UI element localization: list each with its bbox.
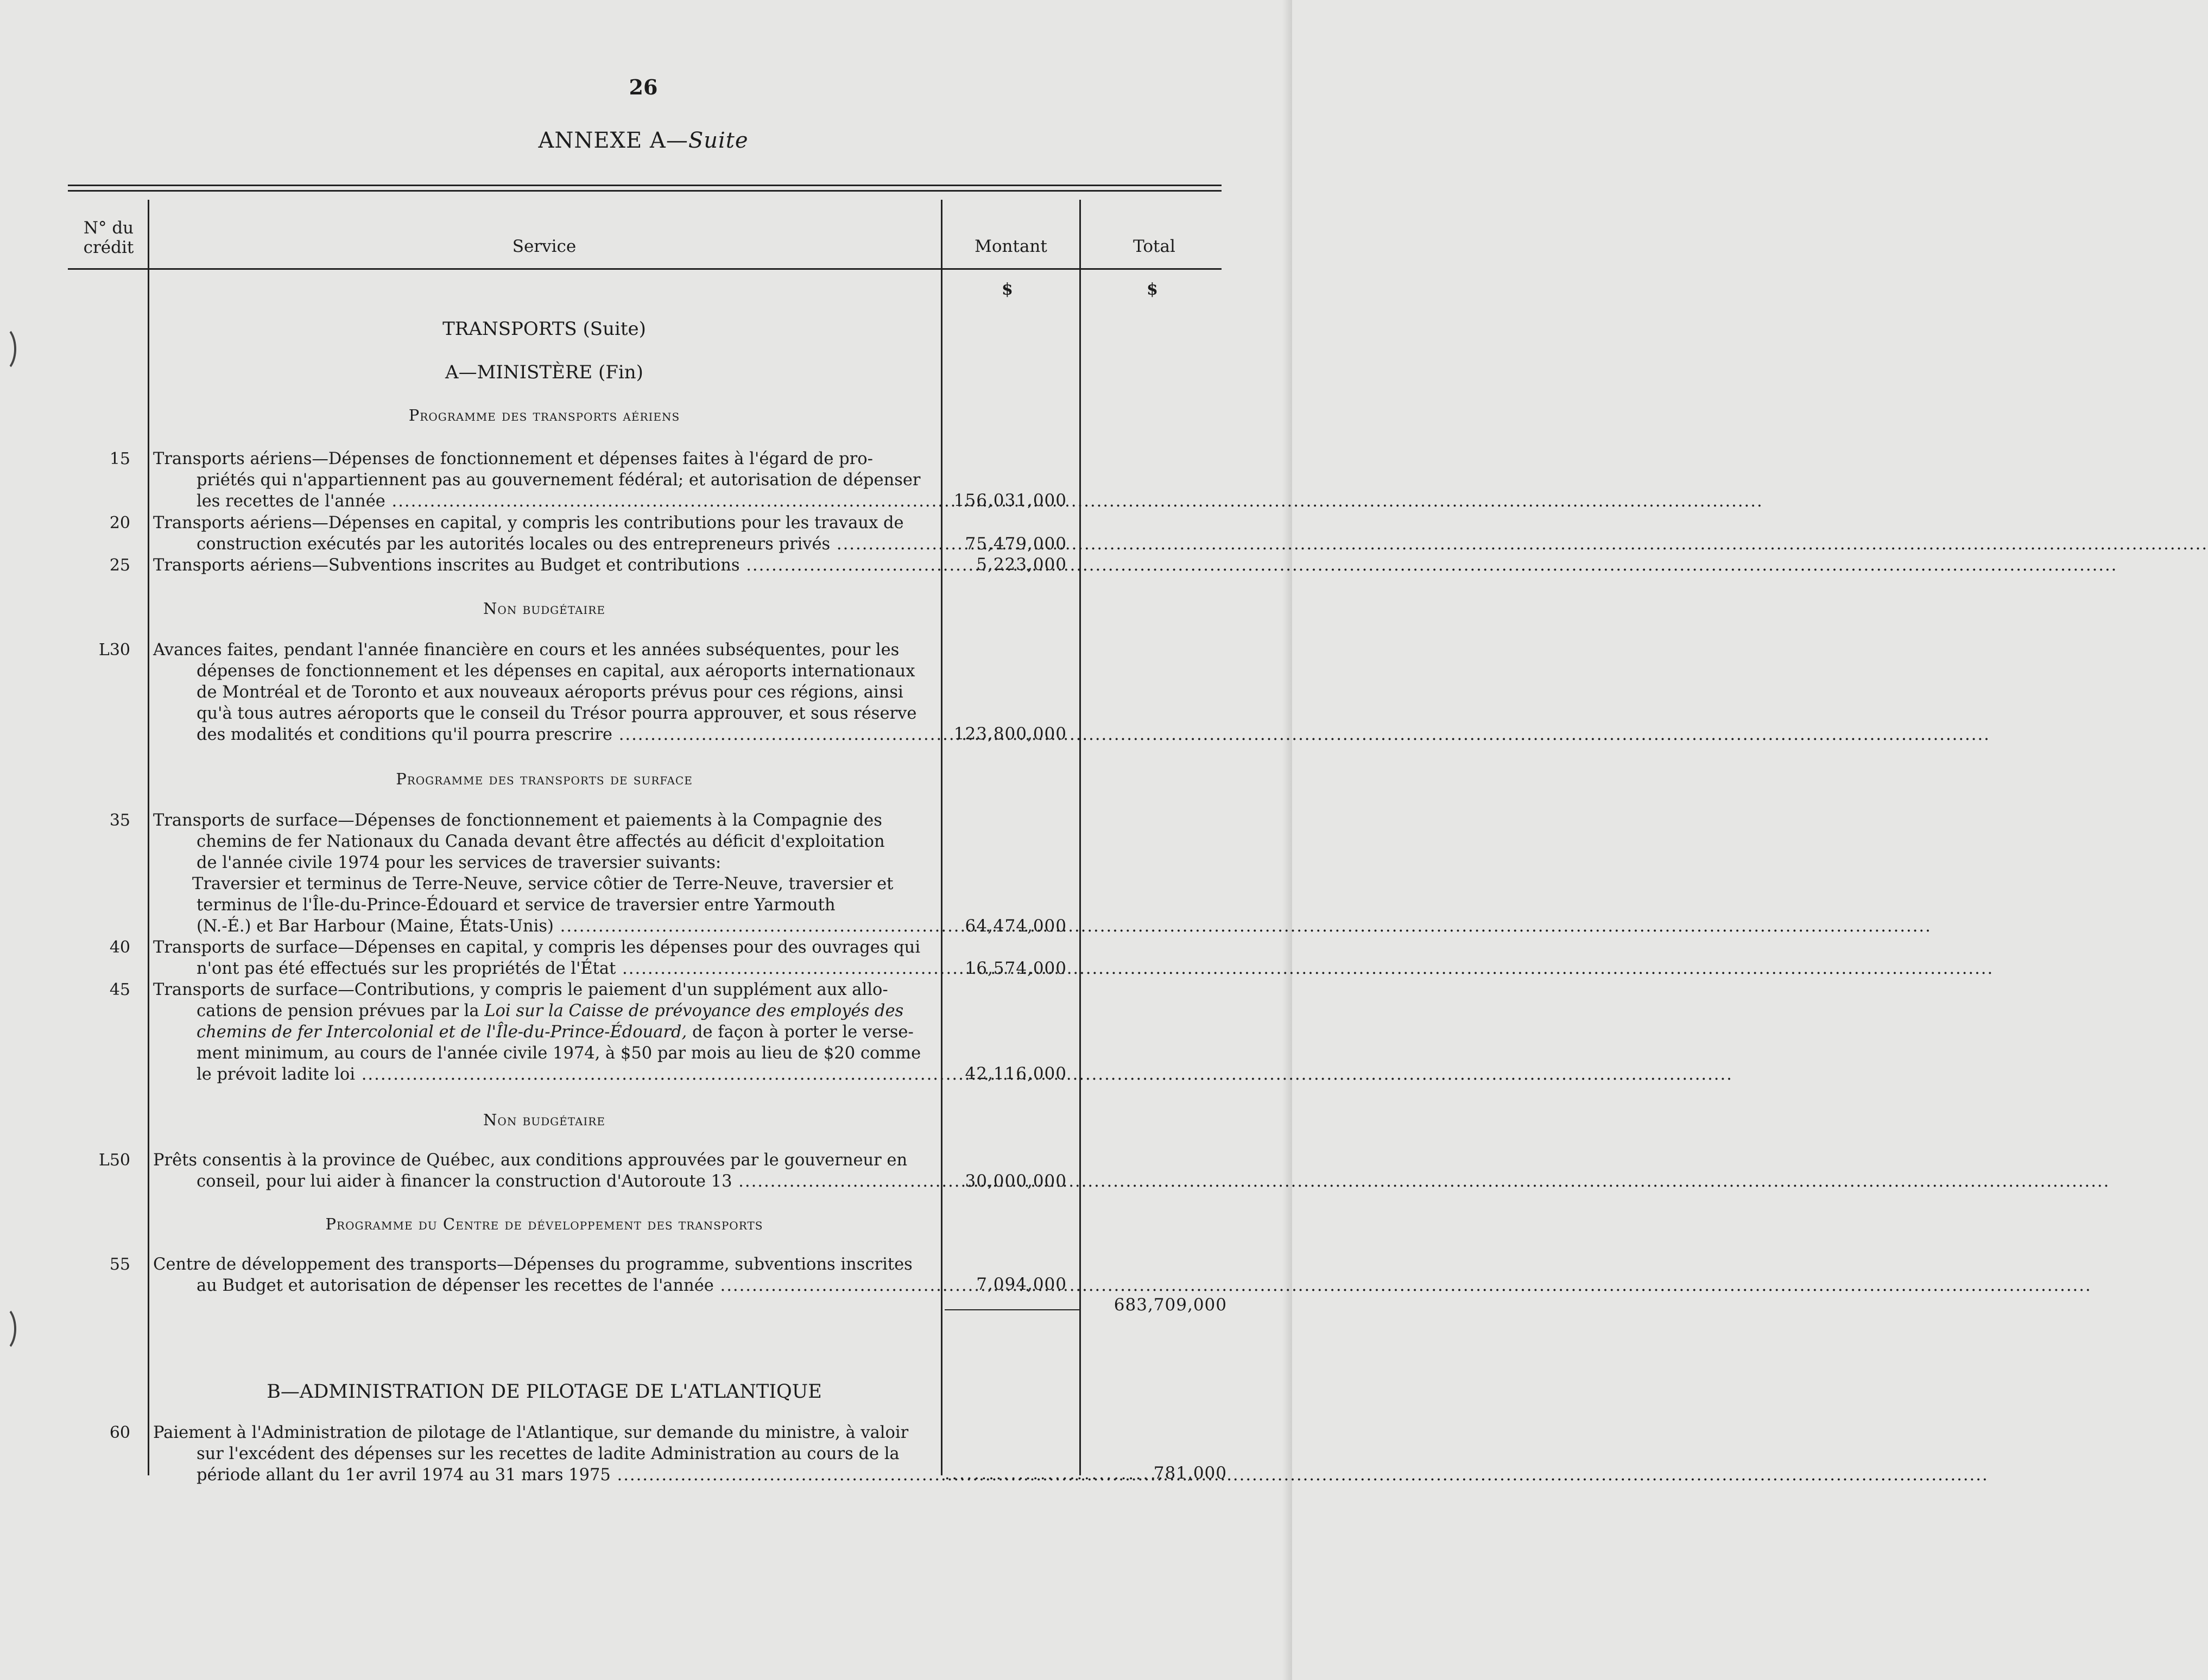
page-edge (1282, 0, 1292, 1680)
amount-value: 5,223,000 (976, 555, 1067, 574)
subtotal-rule (945, 1309, 1079, 1310)
amount-value: 156,031,000 (953, 491, 1067, 510)
credit-description: Avances faites, pendant l'année financière en cours et les années subséquentes, pour les dépenses de fonctionnement et les dépenses en capital, aux aéroports internationaux de Montréal et de Toronto et aux nouveaux aéroports prévus pour ces régions, ainsi qu'à tous autres aéroports que le conseil du Trésor pourra approuver, et sous réserve des modalités et conditions qu'il pourra prescrire ..... (153, 639, 939, 745)
credit-number: 15 (109, 449, 130, 468)
credit-number: 25 (109, 556, 130, 575)
credit-description: Transports de surface—Dépenses de fonctionnement et paiements à la Compagnie des chemins de fer Nationaux du Canada devant être affectés au déficit d'exploitation de l'année civile 1974 pour les services de traversier suivants: Traversier et terminus de Terre-Neuve, service côtier de Terre-Neuve, traversier et terminus de l'Île-du-Prince-Édouard et service de traversier entre Yarmouth (N.-É.) et Bar Harbour (Maine, États-Unis) ..... (153, 810, 939, 937)
credit-description: Transports aériens—Dépenses de fonctionnement et dépenses faites à l'égard de pro- priétés qui n'appartiennent pas au gouvernement fédéral; et autorisation de dépenser les recettes de l'année ..... (153, 448, 939, 512)
dollar-sign-montant: $ (1002, 280, 1013, 299)
credit-description: Centre de développement des transports—Dépenses du programme, subventions inscrites au Budget et autorisation de dépenser les recettes de l'année ..... (153, 1254, 939, 1296)
amount-value: 42,116,000 (965, 1064, 1067, 1083)
total-value: 683,709,000 (1114, 1295, 1227, 1315)
non-budgetaire-heading-2: Non budgétaire (483, 1111, 605, 1129)
section-pilotage: B—ADMINISTRATION DE PILOTAGE DE L'ATLANTIQUE (267, 1381, 822, 1403)
dollar-sign-total: $ (1147, 280, 1158, 299)
header-bottom-rule (68, 268, 1222, 270)
col-divider-1 (148, 200, 149, 1475)
header-service: Service (512, 237, 577, 256)
credit-number: 60 (109, 1423, 130, 1442)
header-total: Total (1133, 237, 1175, 256)
program-aeriens-heading: Programme des transports aériens (408, 406, 680, 424)
amount-value: 75,479,000 (965, 534, 1067, 554)
amount-value: 64,474,000 (965, 916, 1067, 936)
credit-number: 20 (109, 513, 130, 532)
credit-description: Transports aériens—Dépenses en capital, y compris les contributions pour les travaux de construction exécutés par les autorités locales ou des entrepreneurs privés ..... (153, 512, 939, 555)
section-ministere: A—MINISTÈRE (Fin) (445, 362, 643, 383)
punch-hole-bottom (0, 1305, 16, 1352)
credit-description: Transports de surface—Dépenses en capital, y compris les dépenses pour des ouvrages qui n'ont pas été effectués sur les propriétés de l'État ..... (153, 937, 939, 979)
credit-number: L30 (98, 641, 130, 660)
amount-value: 123,800,000 (953, 724, 1067, 744)
annex-title: ANNEXE A—Suite (538, 128, 749, 153)
amount-value: 16,574,000 (965, 959, 1067, 978)
header-montant: Montant (975, 237, 1047, 256)
amount-value: 30,000,000 (965, 1171, 1067, 1191)
page-number: 26 (629, 75, 658, 99)
credit-description: Paiement à l'Administration de pilotage de l'Atlantique, sur demande du ministre, à valoir sur l'excédent des dépenses sur les recettes de ladite Administration au cours de la période allant du 1er avril 1974 au 31 mars 1975 ..... (153, 1422, 939, 1486)
program-centre-heading: Programme du Centre de développement des transports (325, 1215, 763, 1233)
section-transports: TRANSPORTS (Suite) (442, 318, 646, 340)
credit-number: 55 (109, 1255, 130, 1274)
top-double-rule (68, 185, 1222, 186)
credit-number: 35 (109, 811, 130, 830)
credit-description: Prêts consentis à la province de Québec, aux conditions approuvées par le gouverneur en conseil, pour lui aider à financer la construction d'Autoroute 13 ..... (153, 1150, 939, 1192)
punch-hole-top (0, 326, 16, 372)
amount-dots: .............................. (945, 1465, 1166, 1484)
non-budgetaire-heading-1: Non budgétaire (483, 599, 605, 618)
credit-description: Transports aériens—Subventions inscrites au Budget et contributions ..... (153, 555, 939, 576)
credit-number: 40 (109, 938, 130, 957)
amount-value: 7,094,000 (976, 1275, 1067, 1294)
top-double-rule-2 (68, 190, 1222, 192)
total-value: 781,000 (1153, 1463, 1227, 1483)
program-surface-heading: Programme des transports de surface (396, 770, 693, 788)
credit-number: 45 (109, 980, 130, 999)
credit-number: L50 (98, 1151, 130, 1170)
credit-description: Transports de surface—Contributions, y compris le paiement d'un supplément aux allo- cations de pension prévues par la Loi sur la Caisse de prévoyance des employés des chemins de fer Intercolonial et de l'Île-du-Prince-Édouard, de façon à porter le verse- ment minimum, au cours de l'année civile 1974, à $50 par mois au lieu de $20 comme le prévoit ladite loi ..... (153, 979, 939, 1085)
header-credit: N° du crédit (83, 218, 134, 257)
